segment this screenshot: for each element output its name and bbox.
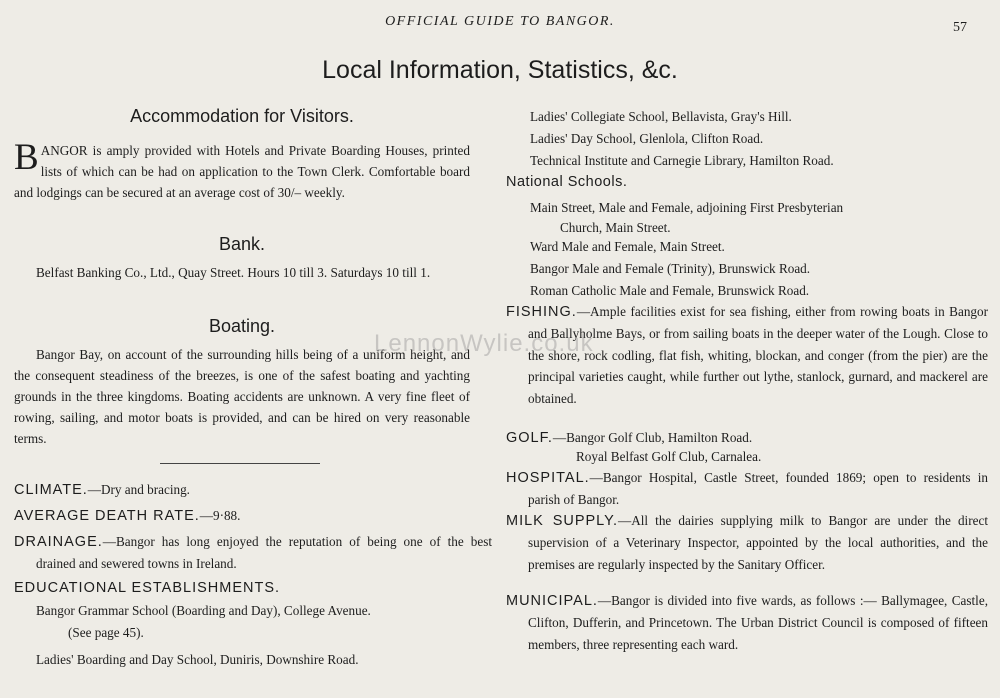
- golf-text: —Bangor Golf Club, Hamilton Road.: [552, 430, 753, 445]
- education-line: Ladies' Boarding and Day School, Duniris, Downshire Road.: [36, 652, 359, 667]
- milk-supply-entry: [506, 510, 988, 575]
- national-school-line: Ward Male and Female, Main Street.: [530, 239, 725, 254]
- milk-supply-label: MILK SUPPLY.: [506, 513, 618, 529]
- bank-text: Belfast Banking Co., Ltd., Quay Street. Hours 10 till 3. Saturdays 10 till 1.: [36, 265, 431, 280]
- death-rate-entry: [14, 505, 470, 527]
- school-line: Ladies' Day School, Glenlola, Clifton Road.: [530, 131, 764, 146]
- education-heading: EDUCATIONAL ESTABLISHMENTS.: [14, 580, 281, 596]
- national-school-line: Bangor Male and Female (Trinity), Brunswick Road.: [530, 261, 811, 276]
- milk-supply-text: —All the dairies supplying milk to Bangor are under the direct supervision of a Veterinary Inspector, appointed by the local authorities, and the premises are regularly inspected by the Sanitary Officer.: [528, 513, 988, 572]
- national-school-line: Main Street, Male and Female, adjoining First Presbyterian: [530, 200, 844, 215]
- fishing-label: FISHING.: [506, 304, 577, 320]
- school-line: Ladies' Collegiate School, Bellavista, Gray's Hill.: [530, 109, 792, 124]
- municipal-entry: [506, 590, 988, 655]
- boating-text: Bangor Bay, on account of the surrounding hills being of a uniform height, and the consequent steadiness of the breezes, is one of the safest boating and yachting grounds in the three kingdoms. Boating accidents are unknown. A very fine fleet of rowing, sailing, and motor boats is provided, and can be hired on very reasonable terms.: [14, 347, 470, 446]
- climate-label: CLIMATE.: [14, 482, 88, 498]
- accommodation-lead: ANGOR: [40, 143, 88, 158]
- running-header: OFFICIAL GUIDE TO BANGOR.: [385, 14, 615, 29]
- national-school-line: Church, Main Street.: [560, 220, 671, 235]
- climate-entry: [14, 479, 470, 501]
- education-line: (See page 45).: [68, 625, 144, 640]
- section-divider: [160, 463, 320, 464]
- bank-heading: Bank.: [218, 234, 266, 254]
- drainage-entry: [14, 531, 492, 575]
- death-rate-text: —9·88.: [199, 508, 241, 523]
- school-line: Technical Institute and Carnegie Library, Hamilton Road.: [530, 153, 834, 168]
- hospital-entry: [506, 467, 988, 511]
- accommodation-heading: Accommodation for Visitors.: [130, 106, 354, 126]
- municipal-label: MUNICIPAL.: [506, 593, 598, 609]
- municipal-text: —Bangor is divided into five wards, as follows :— Ballymagee, Castle, Clifton, Dufferin, and Princetown. The Urban District Council is composed of fifteen members, three representing each ward.: [528, 593, 988, 652]
- page-number: 57: [953, 20, 967, 35]
- accommodation-text: [14, 137, 470, 203]
- page-title: Local Information, Statistics, &c.: [322, 56, 678, 84]
- accommodation-body: is amply provided with Hotels and Private Boarding Houses, printed lists of which can be had on application to the Town Clerk. Comfortable board and lodgings can be secured at an average cost of 30/– weekly.: [14, 143, 470, 200]
- drainage-label: DRAINAGE.: [14, 534, 103, 550]
- national-school-line: Roman Catholic Male and Female, Brunswick Road.: [530, 283, 810, 298]
- hospital-label: HOSPITAL.: [506, 470, 590, 486]
- national-schools-heading: National Schools.: [506, 174, 628, 190]
- climate-text: —Dry and bracing.: [87, 482, 190, 497]
- death-rate-label: AVERAGE DEATH RATE.: [14, 508, 200, 524]
- boating-heading: Boating.: [208, 316, 276, 336]
- fishing-text: —Ample facilities exist for sea fishing, either from rowing boats in Bangor and Ballyholme Bays, or from sailing boats in the deeper water of the Lough. Close to the shore, rock codling, flat fish, whiting, blockan, and conger (from the pier) are the principal varieties caught, while further out lythe, stanlock, gurnard, and mackerel are obtained.: [528, 304, 988, 406]
- education-line: Bangor Grammar School (Boarding and Day), College Avenue.: [36, 603, 371, 618]
- watermark: LennonWylie.co.uk: [374, 330, 594, 357]
- golf-line: Royal Belfast Golf Club, Carnalea.: [576, 449, 762, 464]
- drop-cap: B: [14, 137, 39, 178]
- golf-label: GOLF.: [506, 430, 553, 446]
- drainage-text: —Bangor has long enjoyed the reputation of being one of the best drained and sewered towns in Ireland.: [36, 534, 492, 572]
- hospital-text: —Bangor Hospital, Castle Street, founded 1869; open to residents in parish of Bangor.: [528, 470, 988, 508]
